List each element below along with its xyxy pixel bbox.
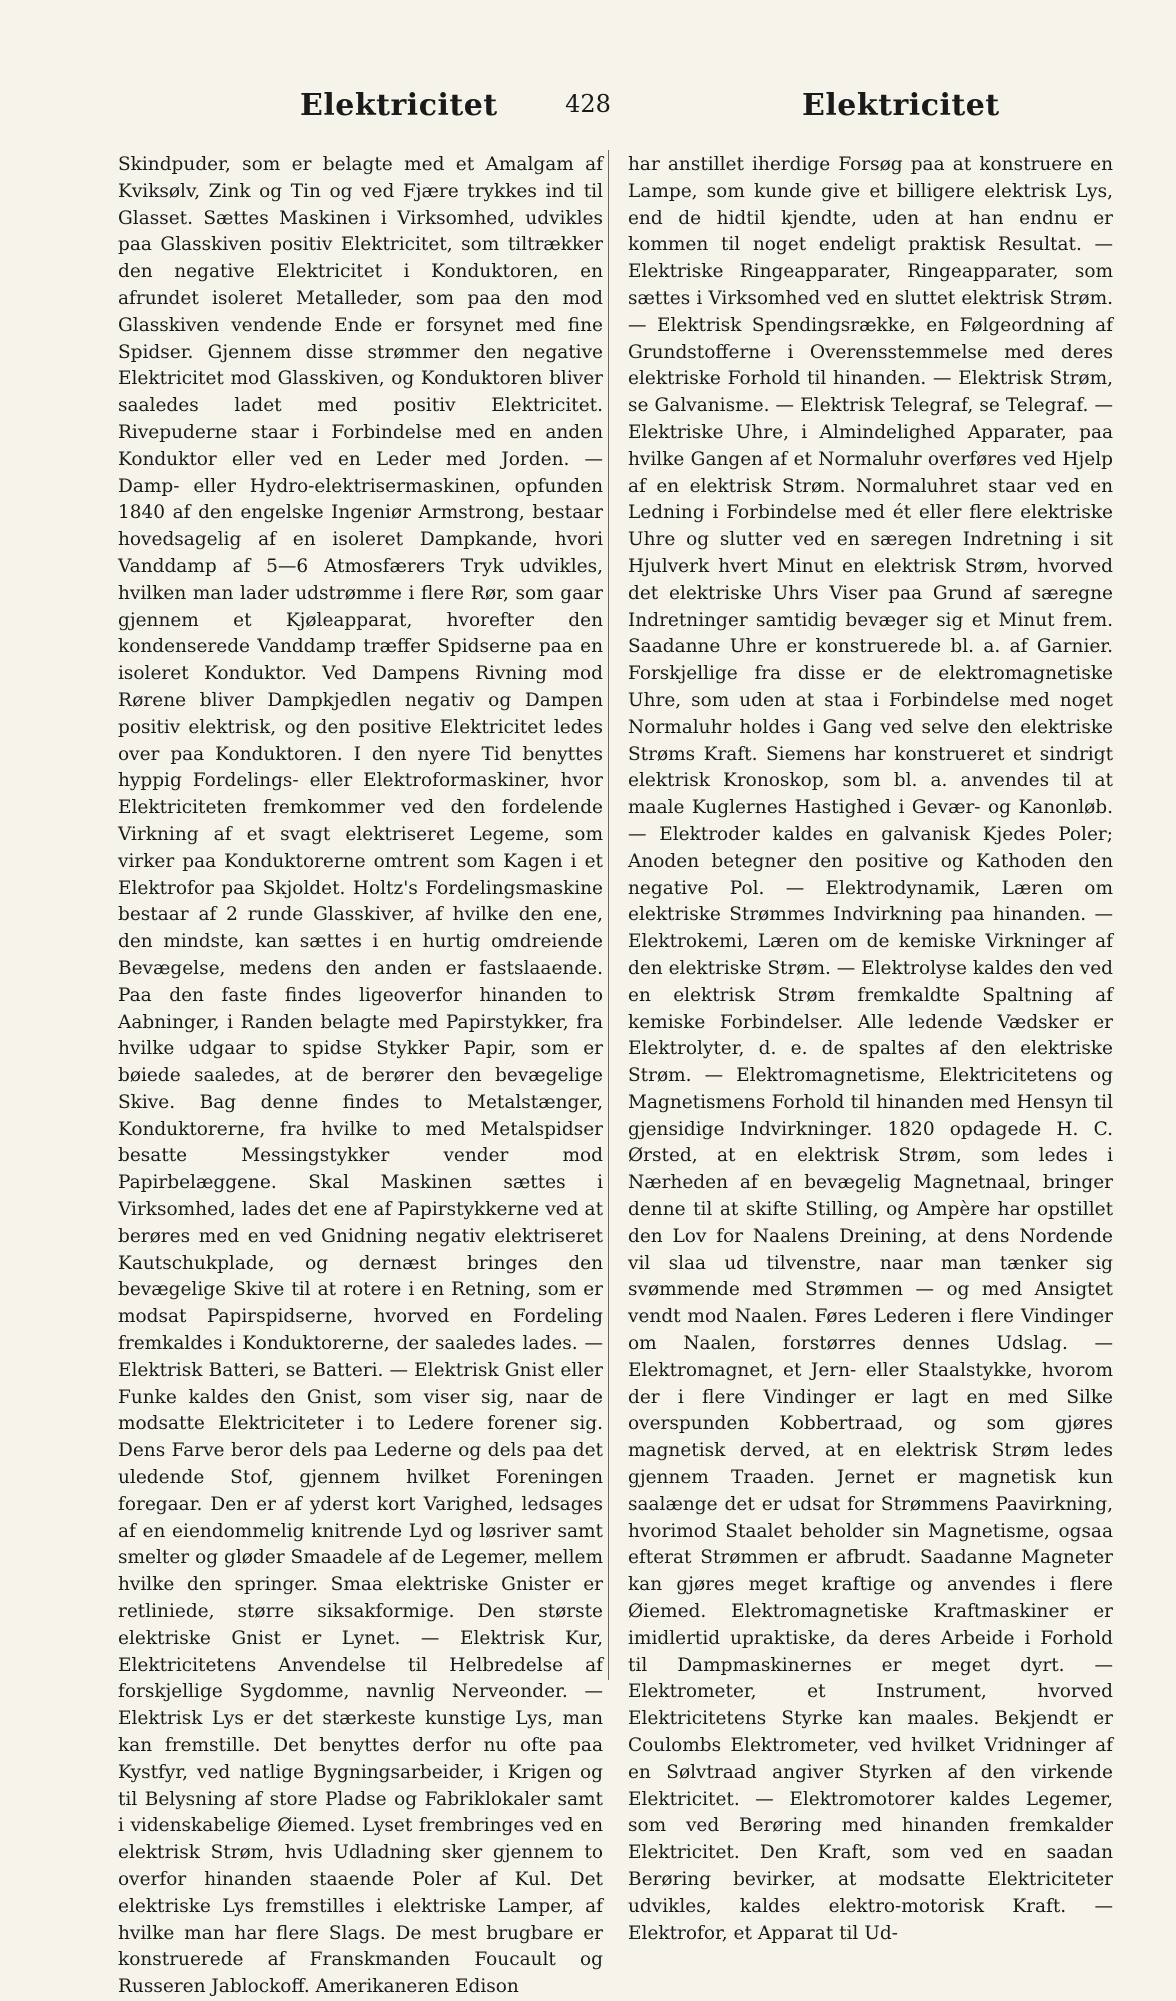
page-number: 428: [565, 90, 611, 118]
left-headword: Elektricitet: [300, 88, 498, 123]
left-column-text: Skindpuder, som er belagte med et Amalgam af Kviksølv, Zink og Tin og ved Fjære trykkes ind til Glasset. Sættes Maskinen i Virksomhed, udvikles paa Glasskiven positiv Elektricitet, som tiltrækker den negative Elektricitet i Konduktoren, en afrundet isoleret Metalleder, som paa den mod Glasskiven vendende Ende er forsynet med fine Spidser. Gjennem disse strømmer den negative Elektricitet mod Glasskiven, og Konduktoren bliver saaledes ladet med positiv Elektricitet. Rivepuderne staar i Forbindelse med en anden Konduktor eller ved en Leder med Jorden. — Damp- eller Hydro-elektrisermaskinen, opfunden 1840 af den engelske Ingeniør Armstrong, bestaar hovedsagelig af en isoleret Dampkande, hvori Vanddamp af 5—6 Atmosfærers Tryk udvikles, hvilken man lader udstrømme i flere Rør, som gaar gjennem et Kjøleapparat, hvorefter den kondenserede Vanddamp træffer Spidserne paa en isoleret Konduktor. Ved Dampens Rivning mod Rørene bliver Dampkjedlen negativ og Dampen positiv elektrisk, og den positive Elektricitet ledes over paa Konduktoren. I den nyere Tid benyttes hyppig Fordelings- eller Elektroformaskiner, hvor Elektriciteten fremkommer ved den fordelende Virkning af et svagt elektriseret Legeme, som virker paa Konduktorerne omtrent som Kagen i et Elektrofor paa Skjoldet. Holtz's Fordelingsmaskine bestaar af 2 runde Glasskiver, af hvilke den ene, den mindste, kan sættes i en hurtig omdreiende Bevægelse, medens den anden er fastslaaende. Paa den faste findes ligeoverfor hinanden to Aabninger, i Randen belagte med Papirstykker, fra hvilke udgaar to spidse Stykker Papir, som er bøiede saaledes, at de berører den bevægelige Skive. Bag denne findes to Metalstænger, Konduktorerne, fra hvilke to med Metalspidser besatte Messingstykker vender mod Papirbelæggene. Skal Maskinen sættes i Virksomhed, lades det ene af Papirstykkerne ved at berøres med en ved Gnidning negativ elektriseret Kautschukplade, og dernæst bringes den bevægelige Skive til at rotere i en Retning, som er modsat Papirspidserne, hvorved en Fordeling fremkaldes i Konduktorerne, der saaledes lades. — Elektrisk Batteri, se Batteri. — Elektrisk Gnist eller Funke kaldes den Gnist, som viser sig, naar de modsatte Elektriciteter i to Ledere forener sig. Dens Farve beror dels paa Lederne og dels paa det uledende Stof, gjennem hvilket Foreningen foregaar. Den er af yderst kort Varighed, ledsages af en eiendommelig knitrende Lyd og løsriver samt smelter og gløder Smaadele af de Legemer, mellem hvilke den springer. Smaa elektriske Gnister er retliniede, større siksakformige. Den største elektriske Gnist er Lynet. — Elektrisk Kur, Elektricitetens Anvendelse til Helbredelse af forskjellige Sygdomme, navnlig Nerveonder. — Elektrisk Lys er det stærkeste kunstige Lys, man kan fremstille. Det benyttes derfor nu ofte paa Kystfyr, ved natlige Bygningsarbeider, i Krigen og til Belysning af store Pladse og Fabriklokaler samt i videnskabelige Øiemed. Lyset frembringes ved en elektrisk Strøm, hvis Udladning sker gjennem to overfor hinanden staaende Poler af Kul. Det elektriske Lys fremstilles i elektriske Lamper, af hvilke man har flere Slags. De mest brugbare er konstruerede af Franskmanden Foucault og Russeren Jablockoff. Amerikaneren Edison: [118, 154, 603, 1998]
right-column-text: har anstillet iherdige Forsøg paa at konstruere en Lampe, som kunde give et billigere elektrisk Lys, end de hidtil kjendte, uden at han endnu er kommen til noget endeligt praktisk Resultat. — Elektriske Ringeapparater, Ringeapparater, som sættes i Virksomhed ved en sluttet elektrisk Strøm. — Elektrisk Spendingsrække, en Følgeordning af Grundstofferne i Overensstemmelse med deres elektriske Forhold til hinanden. — Elektrisk Strøm, se Galvanisme. — Elektrisk Telegraf, se Telegraf. — Elektriske Uhre, i Almindelighed Apparater, paa hvilke Gangen af et Normaluhr overføres ved Hjelp af en elektrisk Strøm. Normaluhret staar ved en Ledning i Forbindelse med ét eller flere elektriske Uhre og slutter ved en særegen Indretning i sit Hjulverk hvert Minut en elektrisk Strøm, hvorved det elektriske Uhrs Viser paa Grund af særegne Indretninger samtidig bevæger sig et Minut frem. Saadanne Uhre er konstruerede bl. a. af Garnier. Forskjellige fra disse er de elektromagnetiske Uhre, som uden at staa i Forbindelse med noget Normaluhr holdes i Gang ved selve den elektriske Strøms Kraft. Siemens har konstrueret et sindrigt elektrisk Kronoskop, som bl. a. anvendes til at maale Kuglernes Hastighed i Gevær- og Kanonløb. — Elektroder kaldes en galvanisk Kjedes Poler; Anoden betegner den positive og Kathoden den negative Pol. — Elektrodynamik, Læren om elektriske Strømmes Indvirkning paa hinanden. — Elektrokemi, Læren om de kemiske Virkninger af den elektriske Strøm. — Elektrolyse kaldes den ved en elektrisk Strøm fremkaldte Spaltning af kemiske Forbindelser. Alle ledende Vædsker er Elektrolyter, d. e. de spaltes af den elektriske Strøm. — Elektromagnetisme, Elektricitetens og Magnetismens Forhold til hinanden med Hensyn til gjensidige Indvirkninger. 1820 opdagede H. C. Ørsted, at en elektrisk Strøm, som ledes i Nærheden af en bevægelig Magnetnaal, bringer denne til at skifte Stilling, og Ampère har opstillet den Lov for Naalens Dreining, at dens Nordende vil slaa ud tilvenstre, naar man tænker sig svømmende med Strømmen — og med Ansigtet vendt mod Naalen. Føres Lederen i flere Vindinger om Naalen, forstørres dennes Udslag. — Elektromagnet, et Jern- eller Staalstykke, hvorom der i flere Vindinger er lagt en med Silke overspunden Kobbertraad, og som gjøres magnetisk derved, at en elektrisk Strøm ledes gjennem Traaden. Jernet er magnetisk kun saalænge det er udsat for Strømmens Paavirkning, hvorimod Staalet beholder sin Magnetisme, ogsaa efterat Strømmen er afbrudt. Saadanne Magneter kan gjøres meget kraftige og anvendes i flere Øiemed. Elektromagnetiske Kraftmaskiner er imidlertid upraktiske, da deres Arbeide i Forhold til Dampmaskinernes er meget dyrt. — Elektrometer, et Instrument, hvorved Elektricitetens Styrke kan maales. Bekjendt er Coulombs Elektrometer, ved hvilket Vridninger af en Sølvtraad angiver Styrken af den virkende Elektricitet. — Elektromotorer kaldes Legemer, som ved Berøring med hinanden fremkalder Elektricitet. Den Kraft, som ved en saadan Berøring bevirker, at modsatte Elektriciteter udvikles, kaldes elektro-motorisk Kraft. — Elektrofor, et Apparat til Ud-: [628, 154, 1113, 1944]
right-headword: Elektricitet: [802, 88, 1000, 123]
right-column: [628, 152, 1113, 1947]
column-divider: [608, 150, 609, 1680]
left-column: [118, 152, 603, 2001]
running-header: [0, 88, 1176, 138]
